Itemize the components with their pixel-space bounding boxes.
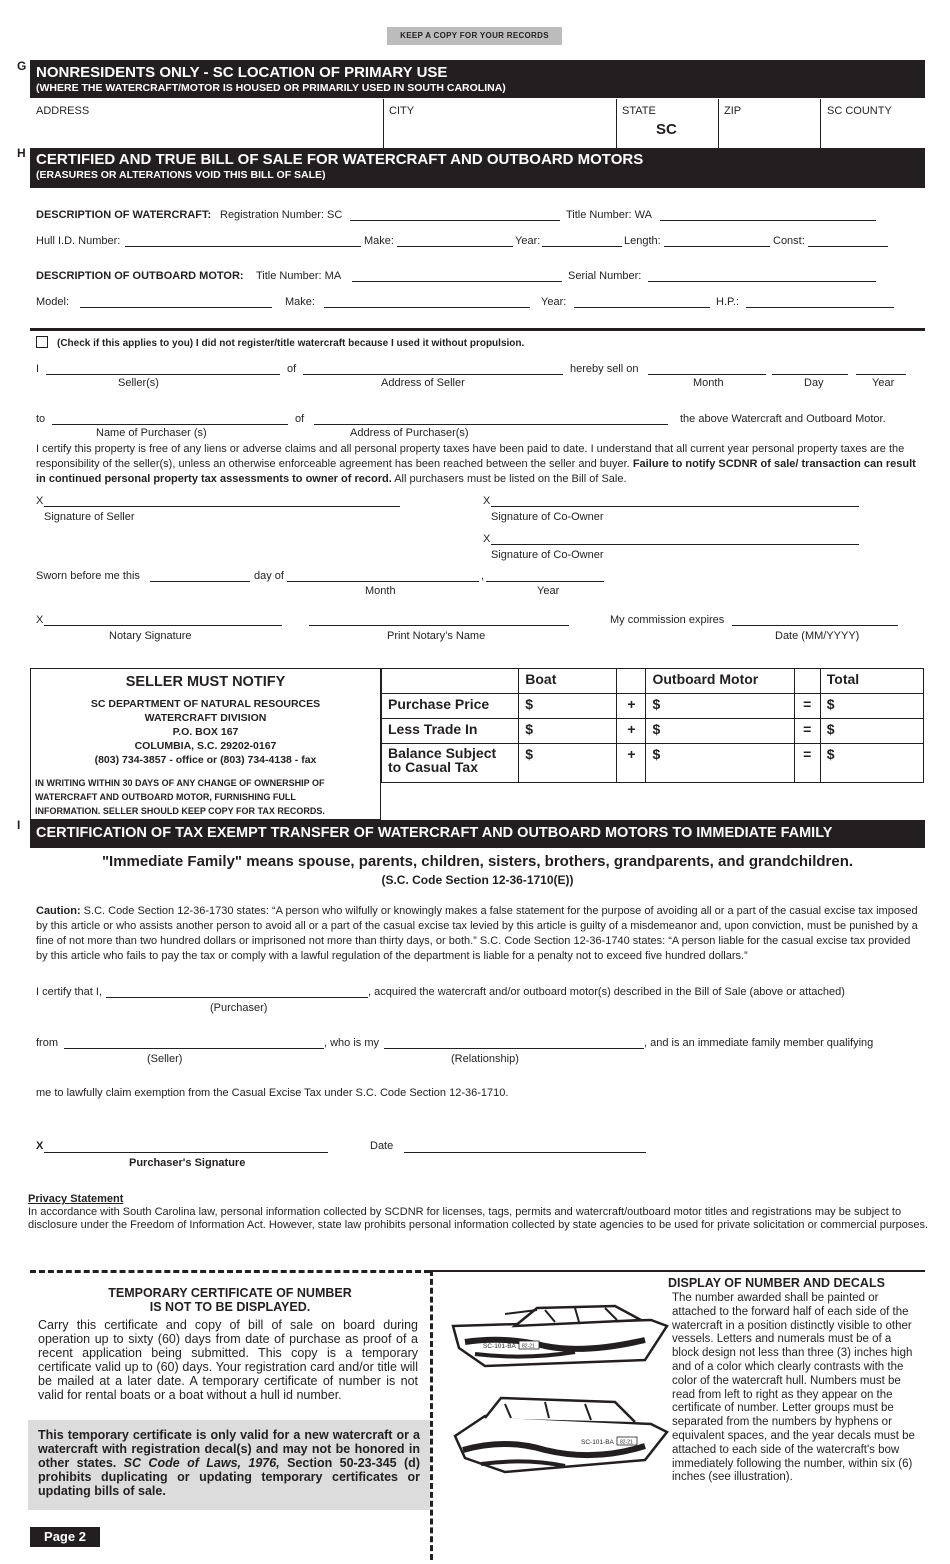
- section-h-letter: H: [17, 146, 26, 160]
- sale-of-2: of: [295, 413, 305, 425]
- title-number-input[interactable]: [660, 219, 876, 221]
- notify-line: (803) 734-3857 - office or (803) 734-4138 - fax: [94, 754, 317, 766]
- const-input[interactable]: [808, 245, 888, 247]
- purchaser-address-input[interactable]: [314, 423, 668, 425]
- boat-number-bottom: SC-101-BA: [581, 1439, 614, 1446]
- address-input[interactable]: [30, 104, 380, 144]
- section-h-title: CERTIFIED AND TRUE BILL OF SALE FOR WATERCRAFT AND OUTBOARD MOTORS: [36, 151, 644, 168]
- caution-paragraph: [36, 904, 918, 964]
- hereby-sell-label: hereby sell on: [570, 363, 639, 375]
- hp-label: H.P.:: [716, 296, 740, 308]
- temp-cert-title-2: IS NOT TO BE DISPLAYED.: [149, 1300, 311, 1314]
- no-propulsion-checkbox[interactable]: [36, 336, 48, 348]
- plus-sign: +: [617, 744, 646, 783]
- temp-cert-title: [30, 1286, 430, 1314]
- sworn-year-input[interactable]: [486, 580, 604, 582]
- table-row: [382, 694, 924, 719]
- seller-input[interactable]: [46, 373, 280, 375]
- boat-balance-input[interactable]: $: [519, 744, 617, 783]
- boat-header: Boat: [519, 669, 617, 694]
- motor-heading: DESCRIPTION OF OUTBOARD MOTOR:: [36, 270, 244, 282]
- date-input[interactable]: [404, 1151, 646, 1153]
- boat-purchase-input[interactable]: $: [519, 694, 617, 719]
- section-i-letter: I: [17, 818, 21, 832]
- sworn-label: Sworn before me this: [36, 570, 140, 582]
- relationship-input[interactable]: [384, 1047, 644, 1049]
- display-title: DISPLAY OF NUMBER AND DECALS: [668, 1276, 885, 1290]
- temp-cert-box-2: Section 50-23-345 (d) prohibits duplicating or updating temporary certificates or updating bills of sale.: [38, 1456, 420, 1498]
- caution-text: S.C. Code Section 12-36-1730 states: “A person who wilfully or knowingly makes a false statement for the purpose of avoiding all or a part of the casual excise tax imposed by this article or who assists another person to avoid all or a part of the casual excise tax levied by this article is guilty of a misdemeanor and, upon conviction, must be punished by a fine of not more than two hundred dollars or imprisoned not more than thirty days, or both.” S.C. Code Section 12-36-1740 states: “A person liable for the casual excise tax provided by this article who fails to pay the tax or comply with a lawful regulation of the department is liable for a penalty not to exceed five hundred dollars.”: [36, 905, 918, 962]
- certify-text: I certify this property is free of any liens or adverse claims and all personal property taxes have been paid to date. I understand that all current year personal property taxes are the responsibility of the seller(s), unless an otherwise enforceable agreement has been reached between the seller and buyer.: [36, 443, 905, 470]
- notify-line: WATERCRAFT DIVISION: [144, 712, 267, 724]
- coowner-sig-caption: Signature of Co-Owner: [491, 511, 604, 523]
- city-input[interactable]: [386, 104, 612, 144]
- motor-header: Outboard Motor: [646, 669, 794, 694]
- hull-id-label: Hull I.D. Number:: [36, 235, 121, 247]
- watercraft-make-input[interactable]: [397, 245, 513, 247]
- temp-cert-box-1: This temporary certificate is only valid for a new watercraft or a watercraft with registration decal(s) and may not be honored in other states.: [38, 1428, 420, 1470]
- state-value: SC: [656, 121, 677, 138]
- certify-bold: Failure to notify SCDNR of sale/ transaction can result in continued personal property tax assessments to owner of record.: [36, 458, 916, 485]
- motor-make-label: Make:: [285, 296, 315, 308]
- family-purchaser-input[interactable]: [106, 996, 368, 998]
- notify-title: SELLER MUST NOTIFY: [125, 674, 286, 690]
- row-label: Purchase Price: [382, 694, 519, 719]
- seller-sig-caption: Signature of Seller: [44, 511, 135, 523]
- sworn-day-input[interactable]: [150, 580, 250, 582]
- caution-label: Caution:: [36, 905, 81, 917]
- purchaser-signature-input[interactable]: [44, 1151, 328, 1153]
- keep-copy-banner: KEEP A COPY FOR YOUR RECORDS: [387, 27, 562, 45]
- day-caption: Day: [804, 377, 824, 389]
- total-tradein-input[interactable]: $: [820, 719, 923, 744]
- privacy-title: [28, 1193, 123, 1205]
- cut-line-horizontal: [30, 1270, 430, 1273]
- motor-title-label: Title Number: MA: [256, 270, 342, 282]
- sworn-year-caption: Year: [537, 585, 560, 597]
- registration-input[interactable]: [350, 219, 560, 221]
- purchaser-input[interactable]: [52, 423, 288, 425]
- seller-paren-caption: (Seller): [147, 1053, 183, 1065]
- cut-line-vertical: [430, 1270, 433, 1560]
- plus-sign: +: [617, 694, 646, 719]
- purchaser-caption: Name of Purchaser (s): [96, 427, 207, 439]
- model-input[interactable]: [80, 306, 272, 308]
- registration-label: Registration Number: SC: [220, 209, 343, 221]
- hp-input[interactable]: [746, 306, 894, 308]
- who-is-label: , who is my: [324, 1037, 380, 1049]
- seller-sig-x: X: [36, 495, 44, 507]
- privacy-text: In accordance with South Carolina law, personal information collected by SCDNR for licenses, tags, permits and watercraft/outboard motor titles and registrations may be subject to disclosure under the Freedom of Information Act. However, state law prohibits personal information collected by state agencies to be used for private solicitation or commercial purposes.: [28, 1206, 929, 1231]
- privacy-heading: Privacy Statement: [28, 1193, 124, 1205]
- no-propulsion-label: (Check if this applies to you) I did not register/title watercraft because I used it without propulsion.: [57, 338, 525, 349]
- state-label: STATE: [622, 105, 656, 117]
- certify-paragraph: [36, 442, 918, 487]
- commission-label: My commission expires: [610, 614, 725, 626]
- section-g-header: [30, 60, 925, 98]
- coowner2-sig-caption: Signature of Co-Owner: [491, 549, 604, 561]
- qualifying-label: , and is an immediate family member qualifying: [644, 1037, 874, 1049]
- section-h-subtitle: (ERASURES OR ALTERATIONS VOID THIS BILL OF SALE): [36, 169, 326, 181]
- boat-number-top: SC-101-BA: [483, 1343, 516, 1350]
- year-caption: Year: [872, 377, 895, 389]
- boat-tradein-input[interactable]: $: [519, 719, 617, 744]
- family-definition: "Immediate Family" means spouse, parents, children, sisters, brothers, grandparents, and grandchildren.: [101, 853, 854, 870]
- section-g-subtitle: (WHERE THE WATERCRAFT/MOTOR IS HOUSED OR PRIMARILY USED IN SOUTH CAROLINA): [36, 82, 506, 94]
- coowner-sig-x: X: [483, 495, 491, 507]
- motor-purchase-input[interactable]: $: [646, 694, 794, 719]
- code-reference: (S.C. Code Section 12-36-1710(E)): [381, 873, 574, 887]
- length-input[interactable]: [664, 245, 770, 247]
- sworn-month-input[interactable]: [287, 580, 479, 582]
- motor-year-label: Year:: [541, 296, 567, 308]
- section-i-title: CERTIFICATION OF TAX EXEMPT TRANSFER OF WATERCRAFT AND OUTBOARD MOTORS TO IMMEDIATE FAMILY: [36, 825, 833, 841]
- page-number: Page 2: [30, 1527, 100, 1547]
- table-row: [382, 744, 924, 783]
- seller-signature-input[interactable]: [44, 505, 400, 507]
- temp-cert-box-code: SC Code of Laws, 1976,: [123, 1456, 280, 1470]
- notary-sig-caption: Notary Signature: [109, 630, 192, 642]
- purchaser-sig-x: X: [36, 1140, 44, 1152]
- notary-name-caption: Print Notary’s Name: [387, 630, 486, 642]
- watercraft-make-label: Make:: [364, 235, 394, 247]
- section-g-title: NONRESIDENTS ONLY - SC LOCATION OF PRIMARY USE: [36, 64, 448, 81]
- zip-label: ZIP: [724, 105, 742, 117]
- from-label: from: [36, 1037, 58, 1049]
- seller-address-input[interactable]: [303, 373, 563, 375]
- address-label: ADDRESS: [36, 105, 90, 117]
- zip-input[interactable]: [721, 104, 816, 144]
- family-seller-input[interactable]: [64, 1047, 324, 1049]
- notify-address: [31, 697, 380, 767]
- sale-of: of: [287, 363, 297, 375]
- seller-address-caption: Address of Seller: [381, 377, 465, 389]
- purchaser-paren-caption: (Purchaser): [210, 1002, 268, 1014]
- row-label: Less Trade In: [382, 719, 519, 744]
- boat-illustration-top-icon: [445, 1296, 675, 1376]
- certify-end: All purchasers must be listed on the Bill of Sale.: [394, 473, 627, 485]
- relationship-caption: (Relationship): [451, 1053, 519, 1065]
- sale-to: to: [36, 413, 46, 425]
- seller-caption: Seller(s): [118, 377, 159, 389]
- model-label: Model:: [36, 296, 70, 308]
- city-label: CITY: [389, 105, 415, 117]
- county-input[interactable]: [823, 104, 923, 144]
- serial-input[interactable]: [648, 280, 876, 282]
- motor-make-input[interactable]: [324, 306, 530, 308]
- sworn-comma: ,: [481, 570, 485, 582]
- certify-i-label: I certify that I,: [36, 986, 103, 998]
- sale-day-input[interactable]: [772, 373, 848, 375]
- boat-illustration-bottom-icon: [445, 1388, 675, 1478]
- notary-signature-input[interactable]: [44, 624, 282, 626]
- coowner-signature-input[interactable]: [491, 505, 859, 507]
- notify-note: IN WRITING WITHIN 30 DAYS OF ANY CHANGE OF OWNERSHIP OF WATERCRAFT AND OUTBOARD MOTOR, FURNISHING FULL INFORMATION. SELLER SHOULD KEEP COPY FOR TAX RECORDS.: [35, 778, 325, 816]
- temp-cert-title-1: TEMPORARY CERTIFICATE OF NUMBER: [108, 1286, 352, 1300]
- notify-line: SC DEPARTMENT OF NATURAL RESOURCES: [90, 698, 321, 710]
- section-h-header: [30, 148, 925, 188]
- total-purchase-input[interactable]: $: [820, 694, 923, 719]
- price-table: [381, 668, 924, 783]
- const-label: Const:: [773, 235, 805, 247]
- title-number-label: Title Number: WA: [566, 209, 652, 221]
- sale-year-input[interactable]: [856, 373, 906, 375]
- section-divider: [30, 328, 925, 331]
- notify-line: COLUMBIA, S.C. 29202-0167: [134, 740, 277, 752]
- purchaser-sig-caption: Purchaser's Signature: [129, 1157, 246, 1169]
- notify-line: P.O. BOX 167: [172, 726, 239, 738]
- motor-balance-input[interactable]: $: [646, 744, 794, 783]
- sale-month-input[interactable]: [648, 373, 766, 375]
- section-i-header: [30, 820, 925, 848]
- county-label: SC COUNTY: [827, 105, 892, 117]
- boat-decal-bottom: 82-21: [620, 1439, 633, 1446]
- temp-cert-box-text: [38, 1428, 420, 1498]
- display-divider: [433, 1270, 925, 1272]
- motor-year-input[interactable]: [574, 306, 710, 308]
- total-balance-input[interactable]: $: [820, 744, 923, 783]
- table-row: [382, 719, 924, 744]
- display-body: The number awarded shall be painted or attached to the forward half of each side of the watercraft in a position distinctly visible to other vessels. Letters and numerals must be of a block design not less than three (3) inches high and of a color which clearly contrasts with the color of the watercraft hull. Numbers must be read from left to right as they appear on the certificate of number. Letter groups must be separated from the numbers by hyphens or equivalent spaces, and the year decals must be attached to each side of the watercraft's bow immediately following the number, within six (6) inches (see illustration).: [672, 1292, 915, 1484]
- watercraft-year-label: Year:: [515, 235, 541, 247]
- notary-x: X: [36, 614, 44, 626]
- notary-name-input[interactable]: [309, 624, 569, 626]
- serial-label: Serial Number:: [568, 270, 642, 282]
- equals-sign: =: [794, 744, 820, 783]
- sale-i: I: [36, 363, 40, 375]
- hull-id-input[interactable]: [125, 245, 361, 247]
- equals-sign: =: [794, 719, 820, 744]
- commission-date-input[interactable]: [732, 624, 898, 626]
- motor-title-input[interactable]: [352, 280, 562, 282]
- watercraft-heading: DESCRIPTION OF WATERCRAFT:: [36, 209, 212, 221]
- day-of-label: day of: [254, 570, 284, 582]
- boat-decal-top: 82-21: [522, 1343, 535, 1350]
- claim-text: me to lawfully claim exemption from the Casual Excise Tax under S.C. Code Section 12-36-1710.: [36, 1087, 509, 1099]
- row-label: Balance Subject to Casual Tax: [382, 744, 519, 783]
- length-label: Length:: [624, 235, 661, 247]
- total-header: Total: [820, 669, 923, 694]
- purchaser-address-caption: Address of Purchaser(s): [350, 427, 469, 439]
- above-watercraft-label: the above Watercraft and Outboard Motor.: [680, 413, 886, 425]
- month-caption: Month: [693, 377, 724, 389]
- seller-notify-box: [30, 668, 381, 820]
- watercraft-year-input[interactable]: [542, 245, 622, 247]
- section-g-letter: G: [17, 59, 27, 73]
- acquired-label: , acquired the watercraft and/or outboard motor(s) described in the Bill of Sale (above or attached): [368, 986, 845, 998]
- commission-date-caption: Date (MM/YYYY): [775, 630, 860, 642]
- date-label: Date: [370, 1140, 394, 1152]
- sworn-month-caption: Month: [365, 585, 396, 597]
- motor-tradein-input[interactable]: $: [646, 719, 794, 744]
- temp-cert-body: Carry this certificate and copy of bill of sale on board during operation up to sixty (60) days from date of purchase as proof of a recent application being submitted. This copy is a temporary certificate valid up to (60) days. Your registration card and/or title will be mailed at a later date. A temporary certificate of number is not valid for rental boats or a boat without a hull id number.: [38, 1318, 418, 1402]
- coowner2-sig-x: X: [483, 533, 491, 545]
- coowner2-signature-input[interactable]: [491, 543, 859, 545]
- plus-sign: +: [617, 719, 646, 744]
- equals-sign: =: [794, 694, 820, 719]
